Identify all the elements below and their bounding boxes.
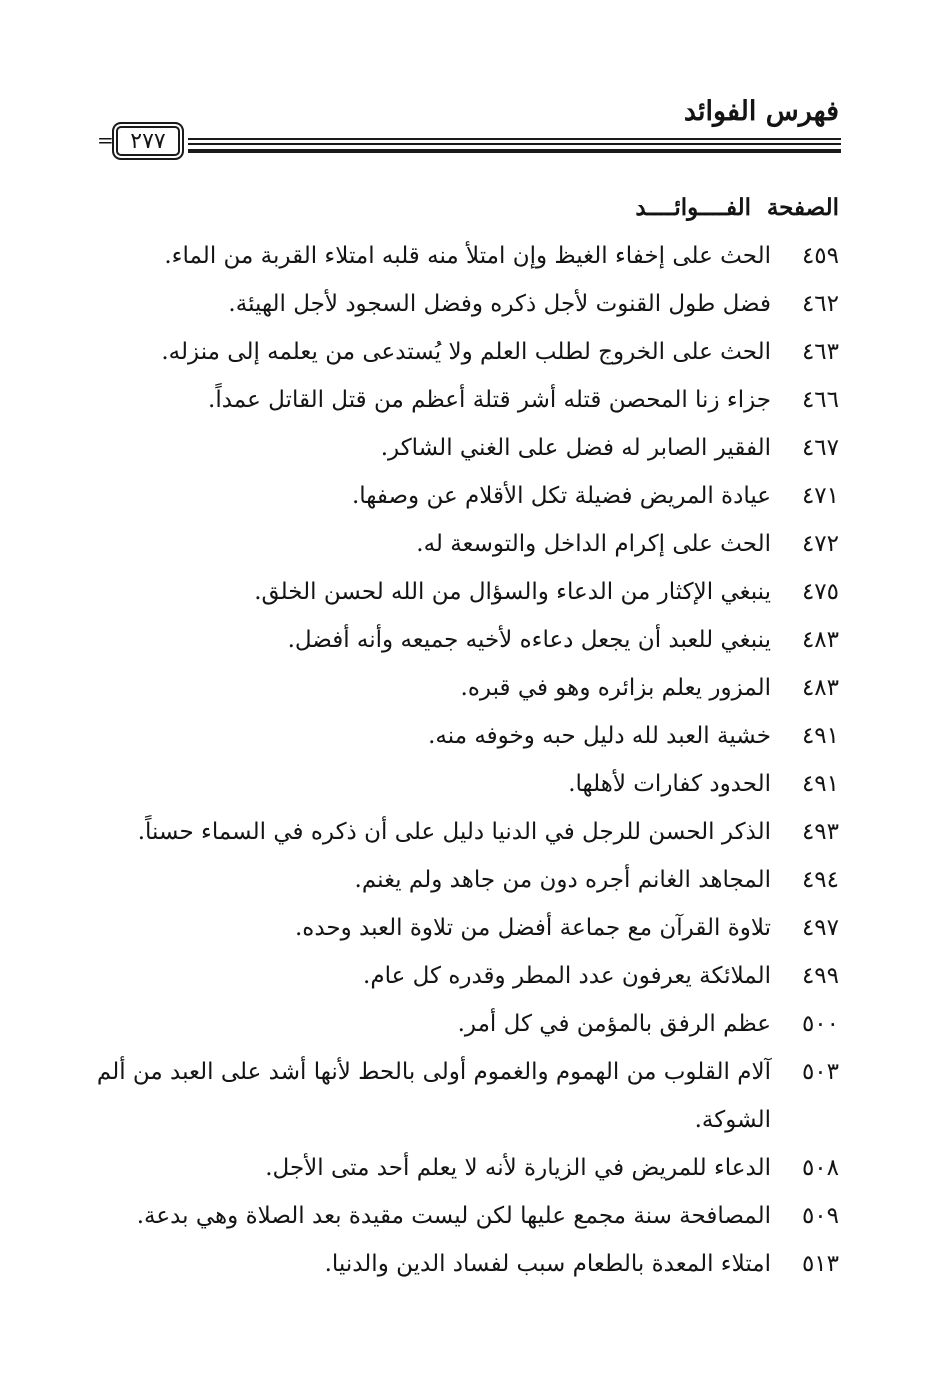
- entry-text: عظم الرفق بالمؤمن في كل أمر.: [457, 1011, 771, 1037]
- entry-page-number: ٥٠٩: [801, 1203, 839, 1229]
- index-entry: [79, 232, 839, 280]
- index-entry: [79, 424, 839, 472]
- entry-page-number: ٤٩٤: [801, 867, 839, 893]
- entry-text: المصافحة سنة مجمع عليها لكن ليست مقيدة بعد الصلاة وهي بدعة.: [136, 1203, 771, 1229]
- index-entry: [79, 664, 839, 712]
- entry-text: تلاوة القرآن مع جماعة أفضل من تلاوة العبد وحده.: [294, 915, 771, 941]
- entry-text: عيادة المريض فضيلة تكل الأقلام عن وصفها.: [351, 483, 771, 509]
- index-entry: [79, 856, 839, 904]
- header-rule-thick-bottom: [188, 149, 841, 153]
- header-rule-thin-top: [188, 138, 841, 140]
- entry-text: ينبغي للعبد أن يجعل دعاءه لأخيه جميعه وأنه أفضل.: [287, 627, 771, 653]
- index-entry: [79, 712, 839, 760]
- entry-page-number: ٤٧٥: [801, 579, 839, 605]
- page-number-box-ornament: =: [97, 128, 114, 152]
- index-entry: [79, 520, 839, 568]
- entry-page-number: ٤٦٣: [801, 339, 839, 365]
- entry-page-number: ٤٦٧: [801, 435, 839, 461]
- entry-text: الحدود كفارات لأهلها.: [568, 771, 771, 797]
- entry-page-number: ٤٥٩: [801, 243, 839, 269]
- index-entry: [79, 808, 839, 856]
- index-entry: [79, 1048, 839, 1144]
- entry-page-number: ٤٦٦: [801, 387, 839, 413]
- entry-text: آلام القلوب من الهموم والغموم أولى بالحط لأنها أشد على العبد من ألم الشوكة.: [96, 1059, 771, 1133]
- index-entry: [79, 472, 839, 520]
- entry-page-number: ٥٠٨: [801, 1155, 839, 1181]
- entry-page-number: ٤٧٢: [801, 531, 839, 557]
- index-entry: [79, 376, 839, 424]
- index-entry: [79, 328, 839, 376]
- entry-page-number: ٤٩٣: [801, 819, 839, 845]
- entry-text: فضل طول القنوت لأجل ذكره وفضل السجود لأجل الهيئة.: [228, 291, 771, 317]
- index-entry: [79, 760, 839, 808]
- running-header-title: فهرس الفوائد: [683, 96, 839, 127]
- entry-page-number: ٤٩٩: [801, 963, 839, 989]
- index-content: [79, 182, 839, 1288]
- index-entry: [79, 1240, 839, 1288]
- entry-text: جزاء زنا المحصن قتله أشر قتلة أعظم من قتل القاتل عمداً.: [208, 387, 771, 413]
- entry-text: الحث على الخروج لطلب العلم ولا يُستدعى من يعلمه إلى منزله.: [161, 339, 771, 365]
- entry-text: ينبغي الإكثار من الدعاء والسؤال من الله لحسن الخلق.: [254, 579, 771, 605]
- index-entry: [79, 616, 839, 664]
- index-entry: [79, 280, 839, 328]
- index-entry: [79, 904, 839, 952]
- header-rule-thin-middle: [188, 143, 841, 145]
- entry-text: خشية العبد لله دليل حبه وخوفه منه.: [428, 723, 771, 749]
- entry-text: امتلاء المعدة بالطعام سبب لفساد الدين والدنيا.: [324, 1251, 771, 1277]
- entry-text: الذكر الحسن للرجل في الدنيا دليل على أن ذكره في السماء حسناً.: [137, 819, 771, 845]
- column-heading-page: الصفحة: [766, 193, 839, 221]
- entry-text: المزور يعلم بزائره وهو في قبره.: [460, 675, 771, 701]
- entry-page-number: ٥٠٠: [801, 1011, 839, 1037]
- column-headings: [79, 182, 839, 232]
- index-entry: [79, 1192, 839, 1240]
- column-heading-fawaid: الفــــوائــــد: [635, 193, 751, 221]
- index-entry: [79, 952, 839, 1000]
- entry-page-number: ٤٨٣: [801, 675, 839, 701]
- entry-text: المجاهد الغانم أجره دون من جاهد ولم يغنم.: [354, 867, 771, 893]
- entry-page-number: ٤٧١: [801, 483, 839, 509]
- index-entry: [79, 1144, 839, 1192]
- index-entry: [79, 1000, 839, 1048]
- page-number: ٢٧٧: [130, 128, 166, 154]
- entry-text: الحث على إكرام الداخل والتوسعة له.: [416, 531, 771, 557]
- entry-page-number: ٤٦٢: [801, 291, 839, 317]
- entry-page-number: ٤٩٧: [801, 915, 839, 941]
- index-entry: [79, 568, 839, 616]
- page-number-box: [112, 122, 184, 160]
- entry-text: الحث على إخفاء الغيظ وإن امتلأ منه قلبه امتلاء القربة من الماء.: [164, 243, 771, 269]
- entry-page-number: ٤٩١: [801, 723, 839, 749]
- entry-page-number: ٤٩١: [801, 771, 839, 797]
- entry-text: الفقير الصابر له فضل على الغني الشاكر.: [380, 435, 771, 461]
- entry-text: الدعاء للمريض في الزيارة لأنه لا يعلم أحد متى الأجل.: [265, 1155, 771, 1181]
- entry-page-number: ٥١٣: [801, 1251, 839, 1277]
- entry-page-number: ٥٠٣: [801, 1059, 839, 1085]
- entry-text: الملائكة يعرفون عدد المطر وقدره كل عام.: [363, 963, 771, 989]
- entry-page-number: ٤٨٣: [801, 627, 839, 653]
